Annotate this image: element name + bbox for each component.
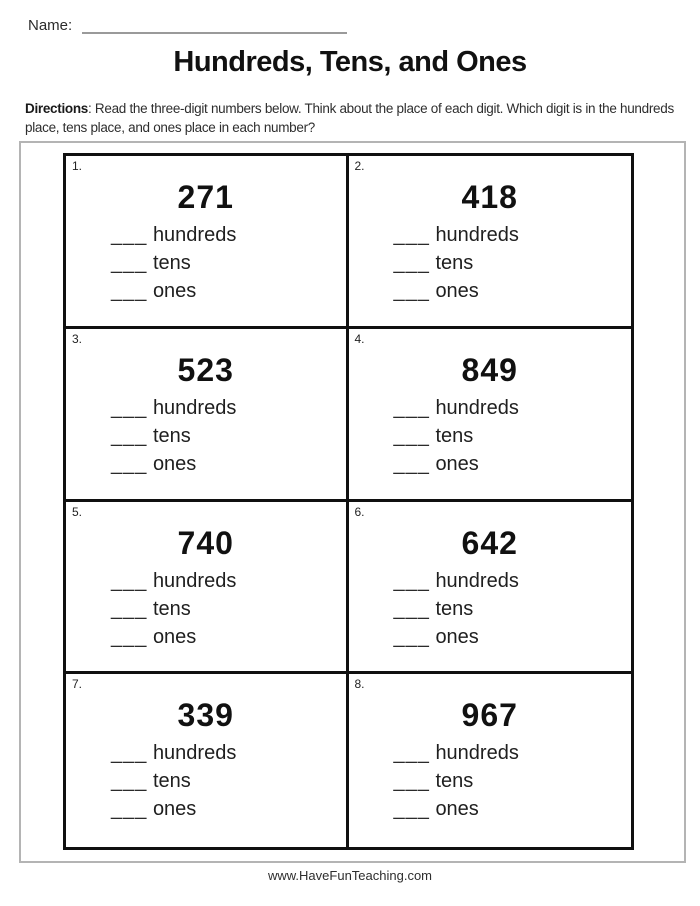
place-label: hundreds	[435, 569, 519, 592]
place-lines	[66, 739, 346, 823]
problem-number-label: 7.	[72, 677, 83, 692]
answer-blank: ___	[393, 569, 430, 592]
problem-number-label: 3.	[72, 331, 83, 346]
place-line	[111, 221, 346, 249]
place-line	[111, 567, 346, 595]
place-label: tens	[152, 424, 191, 447]
problem-number-label: 5.	[72, 504, 83, 519]
place-line	[394, 422, 632, 450]
problem-number-label: 6.	[354, 504, 365, 519]
place-line	[394, 623, 632, 651]
place-label: ones	[152, 280, 197, 302]
answer-blank: ___	[393, 452, 430, 475]
place-line	[394, 767, 632, 795]
problems-grid	[63, 153, 634, 850]
place-label: tens	[152, 597, 191, 620]
problem-number-label: 2.	[354, 159, 365, 173]
problem-number-label: 1.	[72, 159, 83, 173]
answer-blank: ___	[393, 396, 430, 419]
place-label: ones	[435, 452, 479, 475]
answer-blank: ___	[393, 625, 430, 648]
answer-blank: ___	[111, 452, 148, 475]
place-lines	[66, 567, 346, 651]
answer-blank: ___	[111, 770, 148, 793]
worksheet-frame	[19, 141, 686, 863]
place-label: tens	[152, 770, 191, 793]
place-line	[111, 450, 346, 478]
place-label: hundreds	[152, 396, 237, 419]
three-digit-number: 849	[461, 351, 518, 388]
place-label: hundreds	[152, 742, 237, 765]
place-line	[394, 394, 632, 422]
place-line	[394, 739, 632, 767]
page-title: Hundreds, Tens, and Ones	[173, 46, 527, 78]
three-digit-number: 642	[461, 524, 518, 561]
problem-cell	[66, 156, 349, 329]
problem-number-label: 8.	[354, 677, 365, 692]
problem-cell	[349, 502, 632, 675]
answer-blank: ___	[111, 280, 148, 302]
place-label: tens	[435, 770, 474, 793]
place-line	[111, 422, 346, 450]
problem-cell	[349, 329, 632, 502]
place-line	[394, 277, 632, 305]
problem-cell	[349, 156, 632, 329]
place-label: hundreds	[435, 396, 519, 419]
place-lines	[349, 394, 632, 478]
place-lines	[349, 221, 632, 305]
answer-blank: ___	[111, 424, 148, 447]
place-line	[111, 739, 346, 767]
answer-blank: ___	[393, 280, 430, 302]
answer-blank: ___	[393, 424, 430, 447]
name-row	[28, 17, 72, 37]
place-label: ones	[435, 625, 479, 648]
place-label: hundreds	[152, 569, 237, 592]
three-digit-number: 418	[461, 179, 518, 215]
three-digit-number: 339	[177, 697, 234, 734]
answer-blank: ___	[111, 597, 148, 620]
place-line	[394, 795, 632, 823]
place-line	[111, 795, 346, 823]
problem-number-label: 4.	[354, 331, 365, 346]
problem-cell	[66, 329, 349, 502]
problem-cell	[66, 502, 349, 675]
problem-cell	[349, 674, 632, 847]
problem-cell	[66, 674, 349, 847]
place-label: ones	[435, 798, 479, 821]
place-line	[394, 567, 632, 595]
place-line	[111, 623, 346, 651]
place-label: tens	[152, 252, 191, 274]
answer-blank: ___	[393, 798, 430, 821]
place-lines	[66, 394, 346, 478]
answer-blank: ___	[111, 798, 148, 821]
place-label: tens	[435, 252, 474, 274]
answer-blank: ___	[111, 625, 148, 648]
place-lines	[66, 221, 346, 305]
three-digit-number: 740	[177, 524, 234, 561]
three-digit-number: 967	[461, 697, 518, 734]
name-blank-line	[82, 32, 347, 34]
place-line	[111, 767, 346, 795]
place-line	[111, 394, 346, 422]
three-digit-number: 523	[177, 351, 234, 388]
place-label: hundreds	[435, 224, 519, 246]
place-label: ones	[152, 625, 197, 648]
place-line	[394, 249, 632, 277]
place-line	[394, 450, 632, 478]
answer-blank: ___	[111, 742, 148, 765]
answer-blank: ___	[111, 224, 148, 246]
answer-blank: ___	[393, 252, 430, 274]
place-label: ones	[152, 798, 197, 821]
place-line	[111, 595, 346, 623]
place-label: hundreds	[152, 224, 237, 246]
directions-body: : Read the three-digit numbers below. Think about the place of each digit. Which digit is in the hundreds place, tens place, and ones place in each number?	[25, 101, 674, 135]
place-line	[394, 221, 632, 249]
place-line	[111, 277, 346, 305]
place-label: tens	[435, 597, 474, 620]
name-label: Name:	[28, 17, 73, 34]
place-label: hundreds	[435, 742, 519, 765]
answer-blank: ___	[393, 224, 430, 246]
answer-blank: ___	[111, 569, 148, 592]
place-label: ones	[435, 280, 479, 302]
answer-blank: ___	[393, 742, 430, 765]
place-lines	[349, 567, 632, 651]
place-label: tens	[435, 424, 474, 447]
place-line	[394, 595, 632, 623]
answer-blank: ___	[393, 597, 430, 620]
directions-label: Directions	[25, 101, 89, 116]
three-digit-number: 271	[177, 179, 234, 215]
answer-blank: ___	[111, 396, 148, 419]
footer-url: www.HaveFunTeaching.com	[267, 868, 433, 883]
answer-blank: ___	[393, 770, 430, 793]
answer-blank: ___	[111, 252, 148, 274]
place-label: ones	[152, 452, 197, 475]
directions-text	[25, 99, 683, 137]
place-line	[111, 249, 346, 277]
place-lines	[349, 739, 632, 823]
